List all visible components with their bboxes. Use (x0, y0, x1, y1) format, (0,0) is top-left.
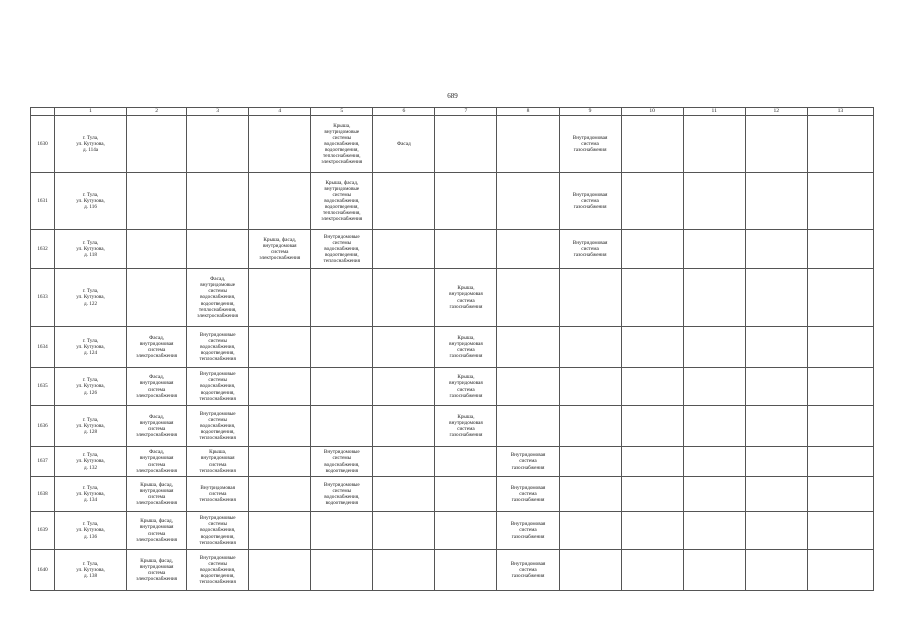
work-cell-c5 (311, 550, 373, 591)
work-cell-c3 (187, 116, 249, 173)
work-cell-c8 (497, 173, 559, 230)
work-cell-c9 (559, 406, 621, 447)
empty-cell (745, 327, 807, 368)
work-cell-c6: Фасад (373, 116, 435, 173)
work-cell-c8 (497, 116, 559, 173)
empty-cell (745, 116, 807, 173)
work-cell-c6 (373, 269, 435, 327)
header-cell: 2 (127, 108, 187, 116)
work-cell-c4: Крыша, фасад, внутридомовая система электроснабжения (249, 230, 311, 269)
work-cell-c2: Фасад, внутридомовая система электроснабжения (127, 327, 187, 368)
work-cell-c2 (127, 230, 187, 269)
address-cell: г. Тула, ул. Кутузова, д. 132 (55, 447, 127, 477)
work-cell-c7: Крыша, внутридомовая система газоснабжения (435, 327, 497, 368)
work-cell-c3: Внутридомовые системы водоснабжения, водоотведения, теплоснабжения (187, 512, 249, 550)
row-number: 1639 (31, 512, 55, 550)
work-cell-c8 (497, 327, 559, 368)
work-cell-c5 (311, 269, 373, 327)
work-cell-c7 (435, 173, 497, 230)
empty-cell (745, 230, 807, 269)
address-cell: г. Тула, ул. Кутузова, д. 118 (55, 230, 127, 269)
work-cell-c5 (311, 406, 373, 447)
work-cell-c2 (127, 269, 187, 327)
empty-cell (745, 173, 807, 230)
work-cell-c7 (435, 477, 497, 512)
empty-cell (683, 512, 745, 550)
work-cell-c2: Крыша, фасад, внутридомовая система электроснабжения (127, 550, 187, 591)
empty-cell (745, 550, 807, 591)
header-cell: 11 (683, 108, 745, 116)
header-cell: 8 (497, 108, 559, 116)
empty-cell (683, 173, 745, 230)
work-cell-c4 (249, 368, 311, 406)
row-number: 1633 (31, 269, 55, 327)
work-cell-c6 (373, 368, 435, 406)
table-row (31, 477, 874, 512)
table-row (31, 550, 874, 591)
work-cell-c7 (435, 550, 497, 591)
address-cell: г. Тула, ул. Кутузова, д. 138 (55, 550, 127, 591)
work-cell-c9: Внутридомовая система газоснабжения (559, 173, 621, 230)
work-cell-c3: Внутридомовые системы водоснабжения, водоотведения, теплоснабжения (187, 368, 249, 406)
row-number: 1630 (31, 116, 55, 173)
table-row (31, 230, 874, 269)
work-cell-c9 (559, 368, 621, 406)
work-cell-c5 (311, 368, 373, 406)
address-cell: г. Тула, ул. Кутузова, д. 116 (55, 173, 127, 230)
empty-cell (621, 447, 683, 477)
table-row (31, 327, 874, 368)
work-cell-c5: Внутридомовые системы водоснабжения, водоотведения (311, 477, 373, 512)
empty-cell (807, 116, 873, 173)
empty-cell (683, 230, 745, 269)
work-cell-c6 (373, 477, 435, 512)
row-number: 1631 (31, 173, 55, 230)
work-cell-c6 (373, 327, 435, 368)
work-cell-c2: Крыша, фасад, внутридомовая система электроснабжения (127, 512, 187, 550)
work-cell-c9: Внутридомовая система газоснабжения (559, 230, 621, 269)
work-cell-c4 (249, 269, 311, 327)
empty-cell (745, 477, 807, 512)
work-cell-c8 (497, 406, 559, 447)
work-cell-c3: Крыша, внутридомовая система теплоснабжения (187, 447, 249, 477)
work-cell-c8: Внутридомовая система газоснабжения (497, 447, 559, 477)
work-cell-c7: Крыша, внутридомовая система газоснабжения (435, 368, 497, 406)
work-cell-c2: Крыша, фасад, внутридомовая система электроснабжения (127, 477, 187, 512)
work-cell-c2 (127, 173, 187, 230)
address-cell: г. Тула, ул. Кутузова, д. 126 (55, 368, 127, 406)
work-cell-c4 (249, 550, 311, 591)
register-table (30, 107, 874, 591)
row-number: 1636 (31, 406, 55, 447)
table-row (31, 406, 874, 447)
work-cell-c9 (559, 447, 621, 477)
work-cell-c4 (249, 173, 311, 230)
empty-cell (807, 447, 873, 477)
work-cell-c4 (249, 447, 311, 477)
work-cell-c8 (497, 368, 559, 406)
header-cell-blank (31, 108, 55, 116)
work-cell-c5 (311, 512, 373, 550)
address-cell: г. Тула, ул. Кутузова, д. 128 (55, 406, 127, 447)
empty-cell (807, 368, 873, 406)
work-cell-c7: Крыша, внутридомовая система газоснабжения (435, 406, 497, 447)
work-cell-c4 (249, 512, 311, 550)
work-cell-c7 (435, 230, 497, 269)
empty-cell (621, 327, 683, 368)
work-cell-c3: Внутридомовые системы водоснабжения, водоотведения, теплоснабжения (187, 550, 249, 591)
work-cell-c7 (435, 447, 497, 477)
empty-cell (683, 550, 745, 591)
work-cell-c6 (373, 550, 435, 591)
header-cell: 1 (55, 108, 127, 116)
work-cell-c9 (559, 269, 621, 327)
empty-cell (621, 230, 683, 269)
work-cell-c6 (373, 173, 435, 230)
header-cell: 3 (187, 108, 249, 116)
header-cell: 5 (311, 108, 373, 116)
work-cell-c7 (435, 512, 497, 550)
empty-cell (683, 447, 745, 477)
empty-cell (683, 116, 745, 173)
table-row (31, 173, 874, 230)
work-cell-c8 (497, 230, 559, 269)
page-number: 689 (447, 92, 458, 100)
work-cell-c3: Внутридомовая система теплоснабжения (187, 477, 249, 512)
header-cell: 4 (249, 108, 311, 116)
work-cell-c6 (373, 230, 435, 269)
row-number: 1634 (31, 327, 55, 368)
row-number: 1638 (31, 477, 55, 512)
empty-cell (807, 477, 873, 512)
table-row (31, 116, 874, 173)
header-cell: 7 (435, 108, 497, 116)
work-cell-c6 (373, 512, 435, 550)
empty-cell (807, 406, 873, 447)
work-cell-c9 (559, 477, 621, 512)
empty-cell (807, 550, 873, 591)
work-cell-c5 (311, 327, 373, 368)
work-cell-c3: Фасад, внутридомовые системы водоснабжения, водоотведения, теплоснабжения, электроснабжения (187, 269, 249, 327)
table-row (31, 269, 874, 327)
address-cell: г. Тула, ул. Кутузова, д. 134 (55, 477, 127, 512)
work-cell-c3 (187, 230, 249, 269)
header-cell: 12 (745, 108, 807, 116)
empty-cell (683, 368, 745, 406)
address-cell: г. Тула, ул. Кутузова, д. 136 (55, 512, 127, 550)
work-cell-c8: Внутридомовая система газоснабжения (497, 512, 559, 550)
empty-cell (683, 406, 745, 447)
empty-cell (745, 512, 807, 550)
work-cell-c9 (559, 550, 621, 591)
work-cell-c5: Крыша, фасад, внутридомовые системы водоснабжения, водоотведения, теплоснабжения, электроснабжения (311, 173, 373, 230)
header-row (31, 108, 874, 116)
header-cell: 9 (559, 108, 621, 116)
work-cell-c7 (435, 116, 497, 173)
table-row (31, 368, 874, 406)
empty-cell (807, 173, 873, 230)
empty-cell (683, 269, 745, 327)
empty-cell (683, 477, 745, 512)
work-cell-c6 (373, 406, 435, 447)
empty-cell (621, 477, 683, 512)
header-cell: 13 (807, 108, 873, 116)
header-cell: 10 (621, 108, 683, 116)
empty-cell (807, 327, 873, 368)
work-cell-c2: Фасад, внутридомовая система электроснабжения (127, 368, 187, 406)
work-cell-c3: Внутридомовые системы водоснабжения, водоотведения, теплоснабжения (187, 327, 249, 368)
address-cell: г. Тула, ул. Кутузова, д. 122 (55, 269, 127, 327)
work-cell-c2 (127, 116, 187, 173)
empty-cell (683, 327, 745, 368)
work-cell-c6 (373, 447, 435, 477)
empty-cell (621, 269, 683, 327)
table-row (31, 512, 874, 550)
empty-cell (621, 116, 683, 173)
empty-cell (621, 512, 683, 550)
work-cell-c5: Крыша, внутридомовые системы водоснабжения, водоотведения, теплоснабжения, электроснабжения (311, 116, 373, 173)
empty-cell (745, 447, 807, 477)
empty-cell (807, 269, 873, 327)
work-cell-c9 (559, 512, 621, 550)
work-cell-c4 (249, 477, 311, 512)
work-cell-c2: Фасад, внутридомовая система электроснабжения (127, 406, 187, 447)
work-cell-c5: Внутридомовые системы водоснабжения, водоотведения, теплоснабжения (311, 230, 373, 269)
work-cell-c5: Внутридомовые системы водоснабжения, водоотведения (311, 447, 373, 477)
empty-cell (807, 512, 873, 550)
empty-cell (745, 269, 807, 327)
row-number: 1637 (31, 447, 55, 477)
work-cell-c8 (497, 269, 559, 327)
address-cell: г. Тула, ул. Кутузова, д. 124 (55, 327, 127, 368)
empty-cell (745, 406, 807, 447)
empty-cell (621, 406, 683, 447)
row-number: 1640 (31, 550, 55, 591)
work-cell-c7: Крыша, внутридомовая система газоснабжения (435, 269, 497, 327)
work-cell-c8: Внутридомовая система газоснабжения (497, 550, 559, 591)
empty-cell (621, 550, 683, 591)
empty-cell (621, 368, 683, 406)
work-cell-c4 (249, 116, 311, 173)
empty-cell (745, 368, 807, 406)
work-cell-c4 (249, 406, 311, 447)
work-cell-c4 (249, 327, 311, 368)
header-cell: 6 (373, 108, 435, 116)
work-cell-c3 (187, 173, 249, 230)
work-cell-c8: Внутридомовая система газоснабжения (497, 477, 559, 512)
table-row (31, 447, 874, 477)
row-number: 1635 (31, 368, 55, 406)
work-cell-c9 (559, 327, 621, 368)
empty-cell (807, 230, 873, 269)
work-cell-c9: Внутридомовая система газоснабжения (559, 116, 621, 173)
work-cell-c3: Внутридомовые системы водоснабжения, водоотведения, теплоснабжения (187, 406, 249, 447)
empty-cell (621, 173, 683, 230)
address-cell: г. Тула, ул. Кутузова, д. 114а (55, 116, 127, 173)
work-cell-c2: Фасад, внутридомовая система электроснабжения (127, 447, 187, 477)
row-number: 1632 (31, 230, 55, 269)
